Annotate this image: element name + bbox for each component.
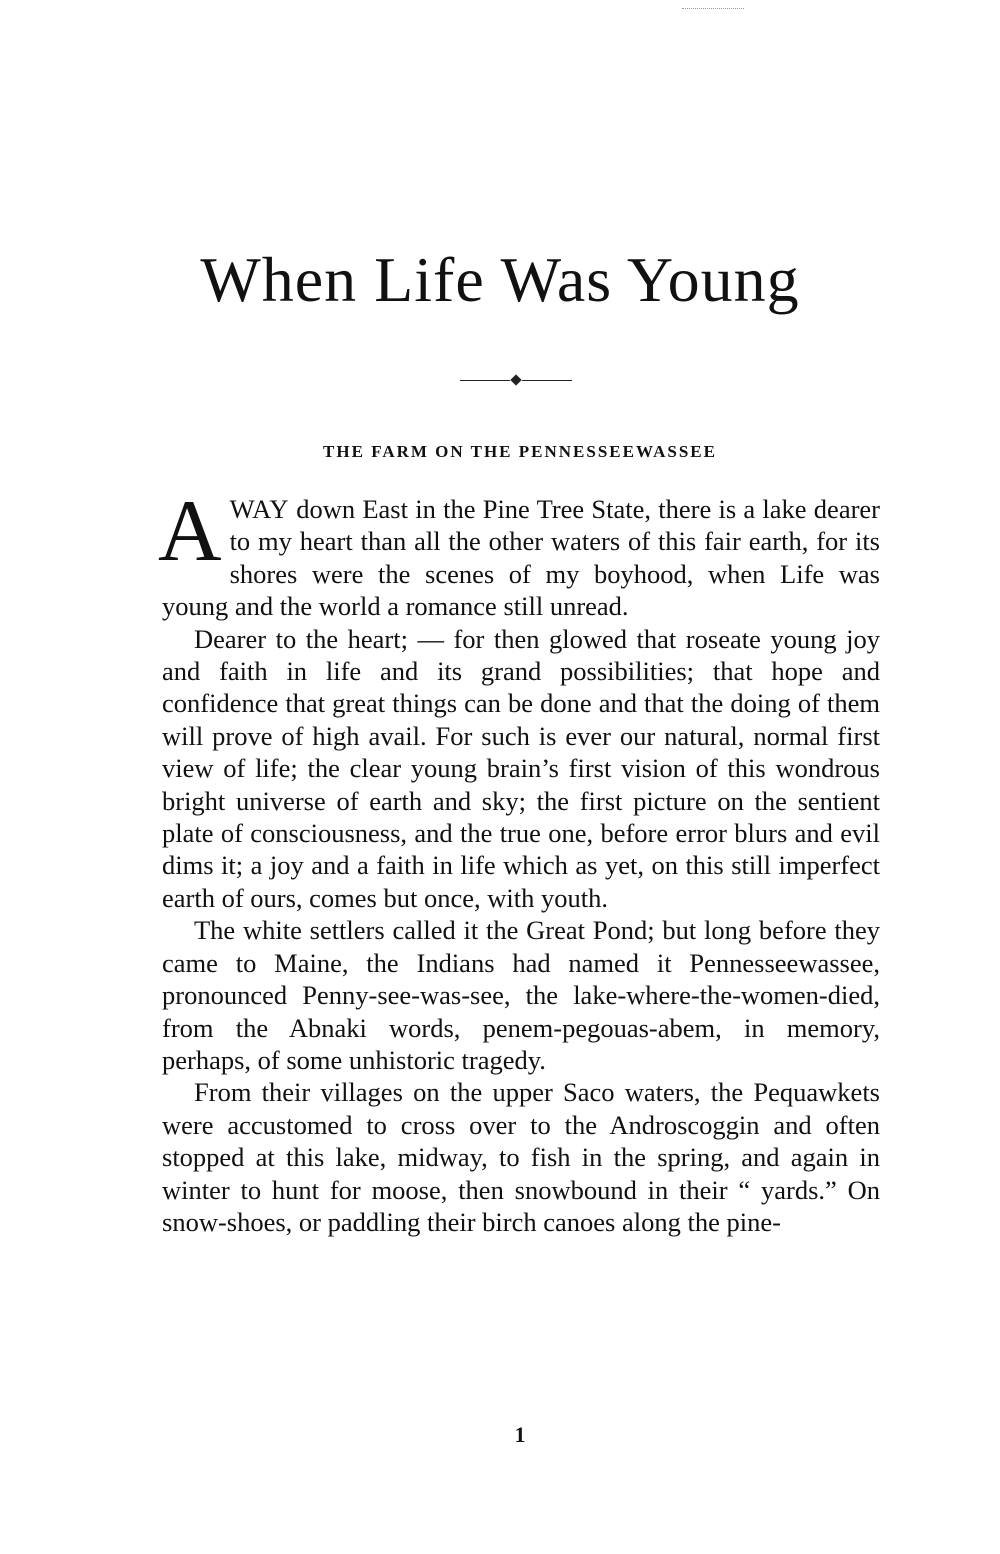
ornament-rule-left: [460, 380, 510, 381]
paragraph-4: From their villages on the upper Saco waters, the Pequawkets were accustomed to cross over to the Androscoggin and often stopped at this lake, midway, to fish in the spring, and again in winter to hunt for moose, then snowbound in their “ yards.” On snow-shoes, or paddling their birch canoes along the pine-: [162, 1077, 880, 1237]
scan-mark: [682, 8, 744, 11]
paragraph-1-lead: WAY: [229, 494, 289, 524]
book-title: When Life Was Young: [200, 244, 800, 315]
ornament-rule-right: [522, 380, 572, 381]
paragraph-2: Dearer to the heart; — for then glowed that roseate young joy and faith in life and its grand possibilities; that hope and confidence that great things can be done and that the doing of them will prove of high avail. For such is ever our natural, normal first view of life; the clear young brain’s first vision of this wondrous bright universe of earth and sky; the first picture on the sentient plate of consciousness, and the true one, before error blurs and evil dims it; a joy and a faith in life which as yet, on this still imperfect earth of ours, comes but once, with youth.: [162, 623, 880, 913]
drop-cap: A: [158, 483, 222, 580]
paragraph-1: [158, 483, 880, 623]
body-text: [158, 483, 880, 1238]
page-number: 1: [514, 1422, 526, 1447]
paragraph-3: The white settlers called it the Great Pond; but long before they came to Maine, the Indians had named it Pennesseewassee, pronounced Penny-see-was-see, the lake-where-the-women-died, from the Abnaki words, penem-pegouas-abem, in memory, perhaps, of some unhistoric tragedy.: [162, 915, 880, 1075]
chapter-heading: THE FARM ON THE PENNESSEEWASSEE: [323, 442, 717, 461]
paragraph-1-text: down East in the Pine Tree State, there is a lake dearer to my heart than all the other waters of this fair earth, for its shores were the scenes of my boyhood, when Life was young and the world a romance still unread.: [162, 494, 880, 622]
diamond-icon: [510, 374, 521, 385]
ornament-divider: [460, 372, 572, 388]
